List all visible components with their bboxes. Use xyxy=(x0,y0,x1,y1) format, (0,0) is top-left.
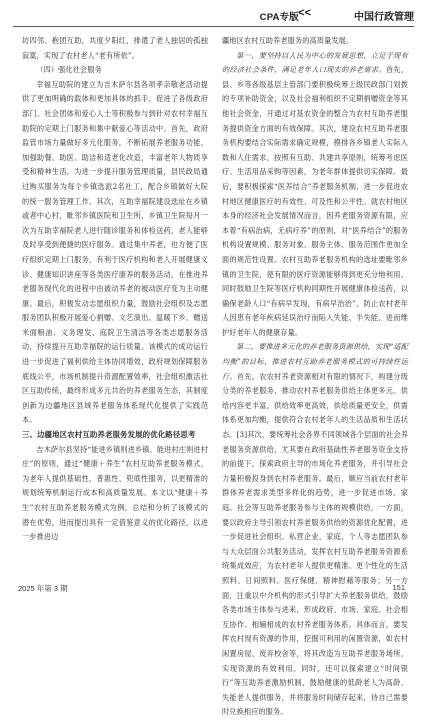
header-section-label: CPA专版 xyxy=(259,12,299,23)
left-column xyxy=(22,34,208,545)
paragraph xyxy=(222,49,408,341)
paragraph-body: 首先，县、乡等各级基层主管部门要积极统筹上级民政部门划拨的专项补助资金，以及社会福利组织不定期捐赠资金等其他社会资金，开通过对基农资金的整合为农村互助养老服务提供资金方面的有效保障。其次，建设农村互助养老服务机构要结合实际需求确定规模，摸排各乡镇老人实际入数和人住需求，按照有互助、共建共享原则，统筹考虑医疗、生活用品采购等因素，为老年群体提供切实保障。最后，要积极探索“医养结合”养老服务机制，进一步促进农村地区健康医疗的有效性、可及性和公平性。就农村地区本身的经济社会发展情况而言，因养老服务资源有限，应本着“有病治病，无病疗养”的原则，对“医养结合”的服务机构设置规模、服务对象、服务主体、服务范围作更加全面的规范性设置。农村互助养老服务机构的选址要毗邻乡镇的卫生院，使有限的医疗资源能够得到更充分地利用，同时鼓励卫生院等医疗机构同期性开展健康体检送药，以确保老龄人口“有病早发现，有病早治治”，防止农村老年人因患有老年疾病延误治疗而陷入失能、半失能，进而维护好老年人的健康存量。 xyxy=(222,65,408,337)
issue-label: 2025 年第 3 期 xyxy=(18,584,68,593)
paragraph xyxy=(222,340,408,719)
right-column xyxy=(222,34,408,720)
paragraph: 疆地区农村互助养老服务的高质量发展。 xyxy=(222,36,354,45)
journal-logo: 中国行政管理 xyxy=(354,12,414,23)
paragraph: 吉木萨尔县坚持“能进乡镇则进乡镇、能进村庄则进村庄”的原则，通过“健康＋养生”农村互助养老服务模式，为老年人提供基础性、普惠性、兜底性服务，以更精准的规划统筹机制运行成本和高质量发展。本文以“健康＋养生”农村互助养老服务模式为例，总结和分析了该模式的潜在优势，进而提出具有一定借鉴意义的优化路径，以进一步推进边 xyxy=(22,444,208,542)
page-header xyxy=(0,0,427,30)
section-heading: 三、边疆地区农村互助养老服务发展的优化路径思考 xyxy=(22,430,196,440)
header-divider xyxy=(13,26,414,27)
subsection-heading: （四）强化社会服务 xyxy=(36,65,102,75)
paragraph-lead: 第二，要推进多元化的养老服务资源供给，实现“适配均衡”的目标，推进农村互助养老服务模式的可持续性运行。 xyxy=(222,342,408,381)
paragraph-lead: 第一，要坚持以人民为中心的发展思想，立足于现有的经济社会条件，满足老年人口现实的养老需求。 xyxy=(222,50,408,75)
double-chevron-icon: << xyxy=(298,7,311,19)
paragraph-body: 首先，农农村养老资源相对有限的情况下，构建分级分类的养老服务，推动农村养老服务供给主体更多元、供给内容更丰富，供给效率更高效，供给质量更安全，供需体系更加均衡，提供符合农村老年人的生活品质和生活状态。[3]其次，要统筹社会各界不同领域各个层面的社会养老服务资源供给，尤其要在政府基础性养老服务资金支持的前提下，探索政府主导的市场化养老服务，并引导社会力量积极投身到农村养老服务。最后，顺应当前农村老年群体养老需求类型多样化的趋势，进一步促进市场、家庭、社会等互助养老服务参与主体的规模供给，一方面，要以政府主导引领农村养老服务供给的资源优化配置，进一步促进社会组织、私营企业、家庭、个人等志愿团队参与大众层面公共服务活动，发挥农村互助养老服务资源系统集成效应，为农村老年人提供更精准、更个性化的生活照料、日间照料、医疗保健、精神慰藉等服务；另一方面，注重以中介机构的形式引导扩大养老服务供给，鼓励各类市场主体参与进来，形成政府、市场、家庭、社会相互协作、相辅相成的农村养老服务体系。具体而言，要发挥农村现有资源的作用，挖掘可利用的闲置资源，如农村闲置房屋、废弃校舍等，将其改造为互助养老服务场所，实现资源的有效利用。同时，还可以探索建立“时间银行”等互助养老激励机制，鼓励健康的低龄老人为高龄、失能老人提供服务，并将服务时间储存起来，待自己需要时兑换相应的服务。 xyxy=(222,371,408,717)
paragraph: 坊四邻、抱团互助，共度夕阳红，排遣了老人独居的孤独寂寞，实现了农村老人“老有所依”。 xyxy=(22,36,208,60)
page-number: 151 xyxy=(392,583,405,592)
paragraph: 幸福互助院的建立为吉木萨尔县各项孝亲敬老活动提供了更加明确的载体和更加具体的抓手，促进了各级政府部门、社会团体和爱心人士等积极参与到针对农村幸福互助院的定期上门服务和集中献爱心等活动中。首先，政府监管市场力量做好多元化服务，不断拓展养老服务功能，加强助餐、助医、助洁和适老化改造，丰富老年人物质享受和精神生活。为进一步提升服务管理质量，县民政局通过购买服务为每个乡镇选派2名社工，配合乡镇做好大院的统一服务管理工作。其次，互助幸福院建设选址在乡镇或者中心村，毗邻乡镇医院和卫生所，乡镇卫生院每月一次为互助幸福院老人进行随诊服务和体检送药，老人能够及时享受到便捷的医疗服务。通过集中养老，也方便了医疗组织定期上门服务，有利于医疗机构和老人开展健康义诊、健康知识讲座等各类医疗康养的服务活动，在推进养老服务现代化的进程中由被动养老的被动医疗变为主动健康。最后，积极发动志愿组织力量，鼓励社会组织及志愿服务团队积极开展爱心捐赠、文艺演出、温暖下乡、赠送米面粮油、义务理发、庭院卫生清洁等各类志愿服务活动，持续提升互助幸福院的运行质量。该模式的成功运行进一步促进了福利供给主体协同增效，政府规划保障服务底线公平，市场机制提升资源配置效率，社会组织激活社区互助传统，最终形成多元共治的养老服务生态，其制度创新为边疆地区县域养老服务体系现代化提供了实践范本。 xyxy=(22,79,208,425)
